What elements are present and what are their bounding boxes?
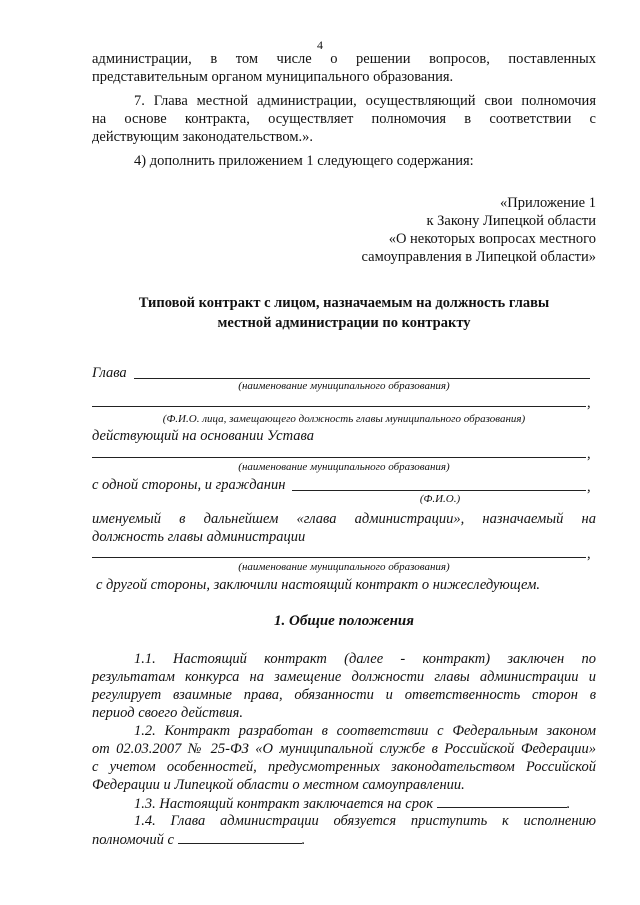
glava-label: Глава: [92, 365, 127, 381]
clause-1-4-text: полномочий с: [92, 832, 174, 848]
page-number: 4: [317, 38, 323, 52]
citizen-fio-blank: [292, 490, 586, 491]
head-fio-blank: [92, 406, 586, 407]
intro-line-5: действующим законодательством.».: [92, 129, 314, 145]
appendix-line-2: к Закону Липецкой области: [426, 213, 596, 229]
acting-basis-text: действующий на основании Устава: [92, 428, 314, 444]
caption-fio-head: (Ф.И.О. лица, замещающего должность главы муниципального образования): [162, 413, 526, 425]
comma-3: ,: [587, 479, 591, 495]
appendix-line-4: самоуправления в Липецкой области»: [361, 249, 596, 265]
clause-1-1-line-3: регулирует взаимные права, обязанности и ответственность сторон в: [92, 687, 596, 703]
intro-line-6: 4) дополнить приложением 1 следующего содержания:: [134, 153, 474, 169]
comma-4: ,: [587, 546, 591, 562]
clause-1-2-line-3: с учетом особенностей, предусмотренных законодательством Российской: [92, 759, 596, 775]
comma-1: ,: [587, 395, 591, 411]
intro-line-3: 7. Глава местной администрации, осуществляющий свои полномочия: [134, 93, 596, 109]
clause-1-2-line-2: от 02.03.2007 № 25-ФЗ «О муниципальной службе в Российской Федерации»: [92, 741, 596, 757]
clause-1-3: [134, 794, 638, 813]
other-side-text: с другой стороны, заключили настоящий контракт о нижеследующем.: [96, 577, 540, 593]
named-line-1: именуемый в дальнейшем «глава администрации», назначаемый на: [92, 511, 596, 527]
intro-line-2: представительным органом муниципального образования.: [92, 69, 454, 85]
term-blank: [437, 794, 567, 808]
caption-municipality-2: (наименование муниципального образования): [238, 461, 450, 473]
contract-title-line-2: местной администрации по контракту: [217, 315, 471, 331]
clause-1-4-line-1: 1.4. Глава администрации обязуется приступить к исполнению: [134, 813, 596, 829]
clause-1-2-line-1: 1.2. Контракт разработан в соответствии с Федеральным законом: [134, 723, 596, 739]
clause-1-1-line-1: 1.1. Настоящий контракт (далее - контракт) заключен по: [134, 651, 596, 667]
caption-fio: (Ф.И.О.): [419, 493, 461, 505]
clause-1-3-dot: .: [566, 796, 571, 812]
intro-line-1: администрации, в том числе о решении вопросов, поставленных: [92, 51, 596, 67]
clause-1-4-dot: .: [301, 832, 306, 848]
appendix-line-3: «О некоторых вопросах местного: [388, 231, 596, 247]
appendix-line-1: «Приложение 1: [500, 195, 596, 211]
clause-1-1-line-2: результатам конкурса на замещение должности главы администрации и: [92, 669, 596, 685]
clause-1-3-text: 1.3. Настоящий контракт заключается на срок: [134, 796, 434, 812]
one-side-text: с одной стороны, и гражданин: [92, 477, 286, 493]
comma-2: ,: [587, 446, 591, 462]
municipality-name-blank-3: [92, 557, 586, 558]
contract-title-line-1: Типовой контракт с лицом, назначаемым на должность главы: [138, 295, 550, 311]
section-1-heading: 1. Общие положения: [274, 613, 414, 629]
intro-line-4: на основе контракта, осуществляет полномочия в соответствии с: [92, 111, 596, 127]
clause-1-1-line-4: период своего действия.: [92, 705, 243, 721]
clause-1-2-line-4: Федерации и Липецкой области о местном самоуправлении.: [92, 777, 465, 793]
municipality-name-blank-2: [92, 457, 586, 458]
named-line-2: должность главы администрации: [92, 529, 306, 545]
caption-municipality-1: (наименование муниципального образования): [238, 380, 450, 392]
clause-1-4-line-2: [92, 830, 596, 849]
start-date-blank: [178, 830, 302, 844]
municipality-name-blank-1: [134, 378, 590, 379]
caption-municipality-3: (наименование муниципального образования): [238, 561, 450, 573]
